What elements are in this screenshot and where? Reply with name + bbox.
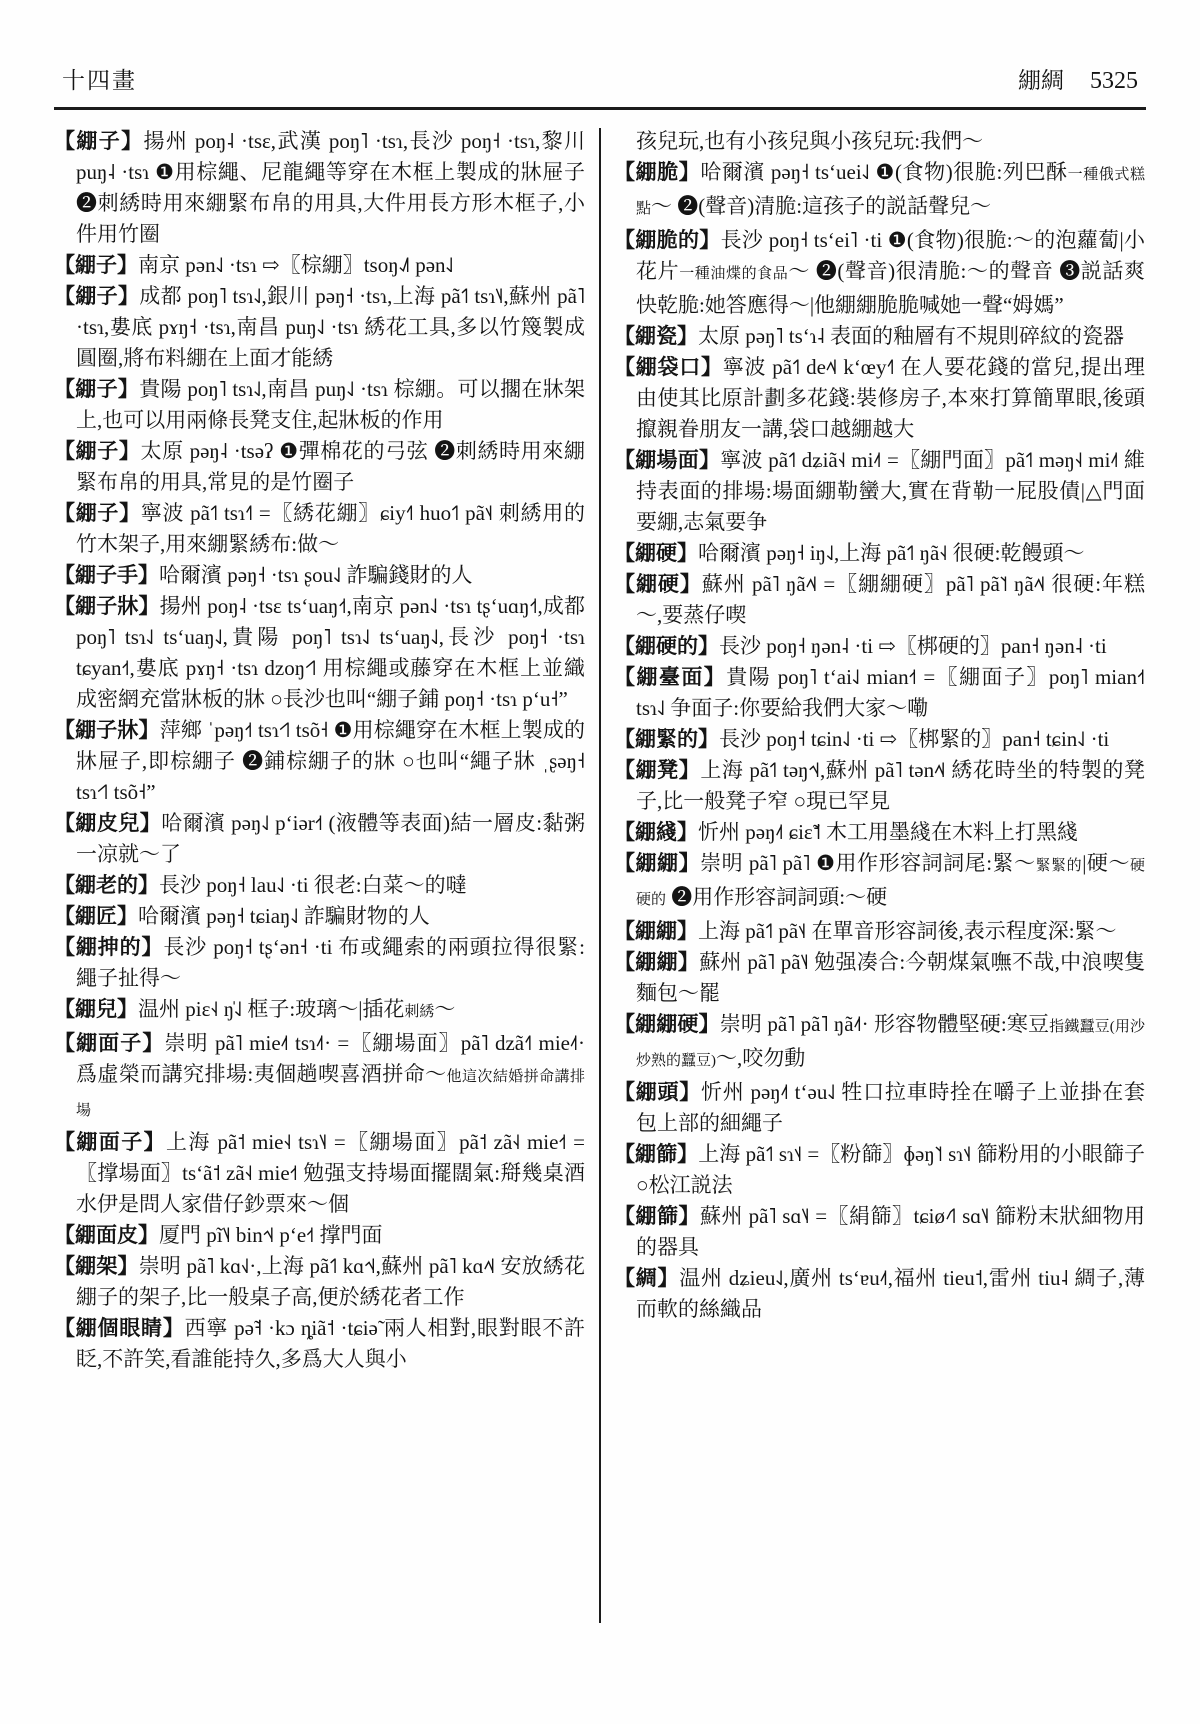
entry-headword: 【綳皮兒】 — [54, 811, 162, 835]
entry-text: 萍鄉 ˈpəŋ˧˦ tsɿ˧˦˥ tsõ˧ ❶用棕繩穿在木框上製成的牀屉子,即棕綳子 ❷鋪棕綳子的牀 ○也叫“繩子牀 ˌʂəŋ˧ tsɿ˧˦˥ tsõ˧” — [76, 718, 585, 804]
entry-text: ～ — [434, 997, 456, 1021]
dictionary-entry — [54, 126, 585, 250]
entry-text: 上海 pã˦ mie˧˨ tsɿ˥˨ =〖綳場面〗pã˦ zã˧˨ mie˧˦ =〖撑場面〗tsʻã˦ zã˧˨ mie˧˦ 勉强支持場面擺闊氣:搿幾桌酒水伊是問人家借仔鈔票來～個 — [76, 1130, 585, 1216]
entry-headword: 【綳子手】 — [54, 563, 159, 587]
left-column — [54, 126, 585, 1623]
page-body — [54, 126, 1146, 1623]
entry-headword: 【綳子】 — [54, 284, 140, 308]
inline-small-gloss: 緊緊的 — [1035, 858, 1083, 874]
dictionary-entry — [614, 1009, 1145, 1077]
entry-text: 温州 piɛ˧˨ ŋ̍˨˩ 框子:玻璃～|插花 — [138, 997, 405, 1021]
entry-text: ～,咬勿動 — [716, 1046, 806, 1070]
entry-text: 貴陽 poŋ˥ tʻai˨˩ mian˧˦ =〖綳面子〗poŋ˥ mian˧˦ tsɿ˨˩ 争面子:你要給我們大家～嘞 — [636, 665, 1145, 720]
entry-text: 揚州 poŋ˨ ·tsɛ tsʻuaŋ˧˦,南京 pən˨˩ ·tsɿ tʂʻuɑŋ˧˦,成都 poŋ˥ tsɿ˨˩ tsʻuaŋ˨˩,貴陽 poŋ˥ tsɿ˨˩ tsʻuaŋ˨˩,長沙 poŋ˧ ·tsɿ tɕyan˧˦,婁底 pɤŋ˧ ·tsɿ dzoŋ˧˦˥ 用棕繩或藤穿在木框上並織成密網充當牀板的牀 ○長沙也叫“綳子鋪 poŋ˧ ·tsɿ pʻu˧” — [76, 594, 585, 711]
entry-text: 崇明 pã˥ mie˨˦ tsɿ˨˦· =〖綳場面〗pã˥ dzã˧˥ mie˨˦· 爲虛榮而講究排場:夷個趟喫喜酒拼命～ — [76, 1031, 586, 1086]
entry-text: 崇明 pã˥ kɑ˧˩·,上海 pã˦˥ kɑ˧˦˨,蘇州 pã˥ kɑ˨˦˨ 安放綉花綳子的架子,比一般桌子高,便於綉花者工作 — [76, 1254, 586, 1309]
entry-headword: 【綳硬的】 — [614, 634, 719, 658]
entry-text: 哈爾濱 pəŋ˨˩ pʻiər˧˦ (液體等表面)結一層皮:黏粥一凉就～了 — [76, 811, 585, 866]
entry-headword: 【綢】 — [614, 1266, 680, 1290]
entry-headword: 【綳架】 — [54, 1254, 139, 1278]
entry-text: 厦門 pĩ˥˨ bin˧˦˨ pʻe˧˦ 撑門面 — [159, 1223, 383, 1247]
entry-headword: 【綳綳】 — [614, 919, 698, 943]
dictionary-entry — [614, 947, 1145, 1009]
inline-small-gloss: 刺綉 — [404, 1004, 435, 1020]
entry-headword: 【綳瓷】 — [614, 324, 698, 348]
entry-text: 蘇州 pã˥ sɑ˥˨ =〖絹篩〗tɕiø˨˦˥ sɑ˥˨ 篩粉末狀細物用的器具 — [636, 1204, 1145, 1259]
entry-text: 上海 pã˦˥ sɿ˦˨ =〖粉篩〗ɸəŋ˥˦ sɿ˦˨ 篩粉用的小眼篩子 ○松江説法 — [636, 1142, 1146, 1197]
entry-text: 忻州 pəŋ˨˦ ɕiɛ̃˦ 木工用墨綫在木料上打黑綫 — [698, 820, 1079, 844]
dictionary-entry — [614, 1077, 1145, 1139]
dictionary-entry — [54, 436, 585, 498]
inline-small-gloss: 指鐵蠶豆(用沙炒熟的蠶豆) — [636, 1019, 1146, 1069]
dictionary-entry — [54, 1220, 585, 1251]
entry-headword: 【綳硬】 — [614, 572, 702, 596]
dictionary-entry — [614, 724, 1145, 755]
entry-text: 哈爾濱 pəŋ˧ tsʻuei˨˩ ❶(食物)很脆:列巴酥 — [700, 160, 1068, 184]
dictionary-entry — [54, 1028, 585, 1127]
entry-headword: 【綳綳】 — [614, 851, 701, 875]
entry-text: 忻州 pəŋ˨˦ tʻəu˨˩ 牲口拉車時拴在嚼子上並掛在套包上部的細繩子 — [636, 1080, 1145, 1135]
entry-text: 上海 pã˦˥ təŋ˧˦˨,蘇州 pã˥ tən˨˦˨ 綉花時坐的特製的凳子,比一般凳子窄 ○現已罕見 — [636, 758, 1145, 813]
entry-text: 哈爾濱 pəŋ˧ tɕiaŋ˨˩ 詐騙財物的人 — [138, 904, 430, 928]
dictionary-entry — [54, 1251, 585, 1313]
inline-small-gloss: 硬硬的 — [636, 858, 1145, 908]
entry-headword: 【綳場面】 — [614, 448, 721, 472]
entry-text: 貴陽 poŋ˥ tsɿ˨˩,南昌 puŋ˨˩ ·tsɿ 棕綳。可以擱在牀架上,也可以用兩條長凳支住,起牀板的作用 — [76, 377, 585, 432]
entry-headword: 【綳子】 — [54, 501, 141, 525]
entry-headword: 【綳子】 — [54, 129, 144, 153]
entry-headword: 【綳綳硬】 — [614, 1012, 720, 1036]
dictionary-entry — [54, 901, 585, 932]
dictionary-entry — [614, 569, 1145, 631]
entry-text: 哈爾濱 pəŋ˧ iŋ˨˩,上海 pã˦˥ ŋã˧˨ 很硬:乾饅頭～ — [698, 541, 1085, 565]
dictionary-entry — [614, 445, 1145, 538]
dictionary-entry — [54, 1313, 585, 1375]
entry-headword: 【綳綳】 — [614, 950, 700, 974]
dictionary-entry — [614, 538, 1145, 569]
inline-small-gloss: 一種俄式糕點 — [636, 167, 1145, 217]
entry-text: 長沙 poŋ˧ ŋən˨ ·ti ⇨〖梆硬的〗pan˧ ŋən˨ ·ti — [719, 634, 1107, 658]
entry-headword: 【綳抻的】 — [54, 935, 164, 959]
entry-headword: 【綳匠】 — [54, 904, 138, 928]
entry-text: |硬～ — [1082, 851, 1130, 875]
entry-text: 崇明 pã˥ pã˥ ŋã˨˦· 形容物體堅硬:寒豆 — [719, 1012, 1050, 1036]
entry-headword: 【綳子】 — [54, 253, 138, 277]
entry-headword: 【綳緊的】 — [614, 727, 719, 751]
dictionary-entry — [614, 631, 1145, 662]
entry-text: ❷用作形容詞詞頭:～硬 — [666, 885, 888, 909]
entry-text: 蘇州 pã˥ ŋã˨˦˨ =〖綳綳硬〗pã˥ pã˥˦ ŋã˨˦˨ 很硬:年糕～,要蒸仔喫 — [636, 572, 1145, 627]
entry-text: 蘇州 pã˥ pã˥˨ 勉强凑合:今朝煤氣嘸不哉,中浪喫隻麵包～罷 — [636, 950, 1146, 1005]
dictionary-entry — [614, 157, 1145, 225]
entry-text: 崇明 pã˥ pã˥ ❶用作形容詞詞尾:緊～ — [700, 851, 1036, 875]
dictionary-entry — [614, 755, 1145, 817]
dictionary-entry — [54, 250, 585, 281]
entry-headword: 【綳子牀】 — [54, 718, 160, 742]
column-divider-rule — [599, 128, 601, 1623]
dictionary-entry — [54, 994, 585, 1028]
entry-text: 長沙 poŋ˧ tsʻei˥ ·ti ❶(食物)很脆:～的泡蘿蔔|小花片 — [636, 228, 1145, 283]
entry-text: 西寧 pə̃˧ ·kɔ ȵiã˦ ·tɕiə̃ 兩人相對,眼對眼不許眨,不許笑,看誰能持久,多爲大人與小 — [76, 1316, 586, 1371]
dictionary-entry — [614, 126, 1145, 157]
entry-headword: 【綳脆的】 — [614, 228, 721, 252]
entry-text: 太原 pəŋ˥ tsʻɿ˨ 表面的釉層有不規則碎紋的瓷器 — [698, 324, 1125, 348]
entry-headword: 【綳篩】 — [614, 1204, 700, 1228]
entry-text: 寧波 pã˦˥ de˨˦˨ kʻœy˧˥ 在人要花錢的當兒,提出理由使其比原計劃多花錢:裝修房子,本來打算簡單眼,後頭攛親眷朋友一講,袋口越綳越大 — [636, 355, 1145, 441]
dictionary-entry — [614, 916, 1145, 947]
page-number: 5325 — [1090, 68, 1138, 94]
entry-headword: 【綳兒】 — [54, 997, 138, 1021]
entry-headword: 【綳袋口】 — [614, 355, 723, 379]
entry-headword: 【綳臺面】 — [614, 665, 727, 689]
entry-text: ～ ❷(聲音)很清脆:～的聲音 ❸説話爽快乾脆:她答應得～|他綳綳脆脆喊她一聲“姆媽” — [636, 259, 1145, 317]
entry-headword: 【綳子】 — [54, 377, 140, 401]
dictionary-entry — [614, 352, 1145, 445]
dictionary-entry — [54, 1127, 585, 1220]
dictionary-entry — [54, 498, 585, 560]
dictionary-entry — [614, 1263, 1145, 1325]
entry-headword: 【綳頭】 — [614, 1080, 701, 1104]
dictionary-entry — [614, 1201, 1145, 1263]
dictionary-entry — [54, 591, 585, 715]
entry-headword: 【綳子】 — [54, 439, 141, 463]
dictionary-entry — [54, 932, 585, 994]
dictionary-entry — [614, 817, 1145, 848]
page-header — [54, 56, 1146, 110]
dictionary-entry — [54, 281, 585, 374]
entry-headword: 【綳面子】 — [54, 1130, 167, 1154]
dictionary-entry — [54, 560, 585, 591]
entry-text: 孩兒玩,也有小孩兒與小孩兒玩:我們～ — [636, 129, 984, 153]
dictionary-entry — [54, 374, 585, 436]
entry-headword: 【綳脆】 — [614, 160, 701, 184]
entry-text: 太原 pəŋ˨ ·tsəʔ ❶彈棉花的弓弦 ❷刺綉時用來綳緊布帛的用具,常見的是竹圈子 — [76, 439, 585, 494]
dictionary-entry — [54, 715, 585, 808]
entry-headword: 【綳面子】 — [54, 1031, 165, 1055]
entry-text: 長沙 poŋ˧ tɕin˨˩ ·ti ⇨〖梆緊的〗pan˧ tɕin˨˩ ·ti — [719, 727, 1110, 751]
stroke-section-label: 十四畫 — [62, 68, 137, 93]
right-column — [614, 126, 1145, 1623]
entry-headword: 【綳硬】 — [614, 541, 698, 565]
dictionary-entry — [614, 848, 1145, 916]
entry-headword: 【綳子牀】 — [54, 594, 160, 618]
dictionary-entry — [614, 321, 1145, 352]
entry-headword: 【綳綫】 — [614, 820, 698, 844]
dictionary-entry — [54, 870, 585, 901]
entry-text: 南京 pən˨˩ ·tsɿ ⇨〖棕綳〗tsoŋ˨˩˥ pən˨˩ — [138, 253, 454, 277]
entry-text: 上海 pã˦˥ pã˦˨ 在單音形容詞後,表示程度深:緊～ — [698, 919, 1117, 943]
running-head: 綳綢 — [1018, 68, 1064, 93]
entry-headword: 【綳凳】 — [614, 758, 701, 782]
inline-small-gloss: 一種油煠的食品 — [679, 266, 789, 282]
entry-text: 寧波 pã˦˥ dʑiã˧˨ mi˨˦ =〖綳門面〗pã˦˥ məŋ˧˨ mi˨˦ 維持表面的排場:場面綳勒蠻大,實在背勒一屁股債|△門面要綳,志氣要争 — [636, 448, 1146, 534]
entry-text: 長沙 poŋ˧ tʂʻən˧ ·ti 布或繩索的兩頭拉得很緊:繩子扯得～ — [76, 935, 585, 990]
entry-text: 温州 dʑieu˨˩,廣州 tsʻɐu˨˦,福州 tieu˦,雷州 tiu˨ 綢子,薄而軟的絲織品 — [636, 1266, 1146, 1321]
dictionary-entry — [54, 808, 585, 870]
entry-text: ～ ❷(聲音)清脆:這孩子的説話聲兒～ — [651, 194, 992, 218]
entry-text: 成都 poŋ˥ tsɿ˨˩,銀川 pəŋ˧ ·tsɿ,上海 pã˦˥ tsɿ˥˨,蘇州 pã˥ ·tsɿ,婁底 pɤŋ˧ ·tsɿ,南昌 puŋ˨˩ ·tsɿ 綉花工具,多以竹篾製成圓圈,將布料綳在上面才能綉 — [76, 284, 585, 370]
entry-headword: 【綳個眼睛】 — [54, 1316, 185, 1340]
entry-text: 哈爾濱 pəŋ˧ ·tsɿ ʂou˨˩ 詐騙錢財的人 — [159, 563, 473, 587]
entry-headword: 【綳老的】 — [54, 873, 159, 897]
running-head-group — [1018, 62, 1138, 95]
entry-headword: 【綳面皮】 — [54, 1223, 159, 1247]
entry-text: 長沙 poŋ˧ lau˨˩ ·ti 很老:白菜～的噠 — [159, 873, 467, 897]
dictionary-entry — [614, 1139, 1145, 1201]
entry-text: 寧波 pã˦˥ tsɿ˧˥ =〖綉花綳〗ɕiy˧˥ huo˦˥ pã˦˨ 刺綉用的竹木架子,用來綳緊綉布:做～ — [76, 501, 585, 556]
dictionary-entry — [614, 662, 1145, 724]
dictionary-entry — [614, 225, 1145, 321]
inline-small-gloss: 他這次結婚拼命講排場 — [76, 1069, 585, 1119]
entry-text: 揚州 poŋ˨ ·tsɛ,武漢 poŋ˥ ·tsɿ,長沙 poŋ˧ ·tsɿ,黎川 puŋ˨ ·tsɿ ❶用棕繩、尼龍繩等穿在木框上製成的牀屉子 ❷刺綉時用來綳緊布帛的用具,大件用長方形木框子,小件用竹圈 — [76, 129, 585, 246]
entry-headword: 【綳篩】 — [614, 1142, 699, 1166]
